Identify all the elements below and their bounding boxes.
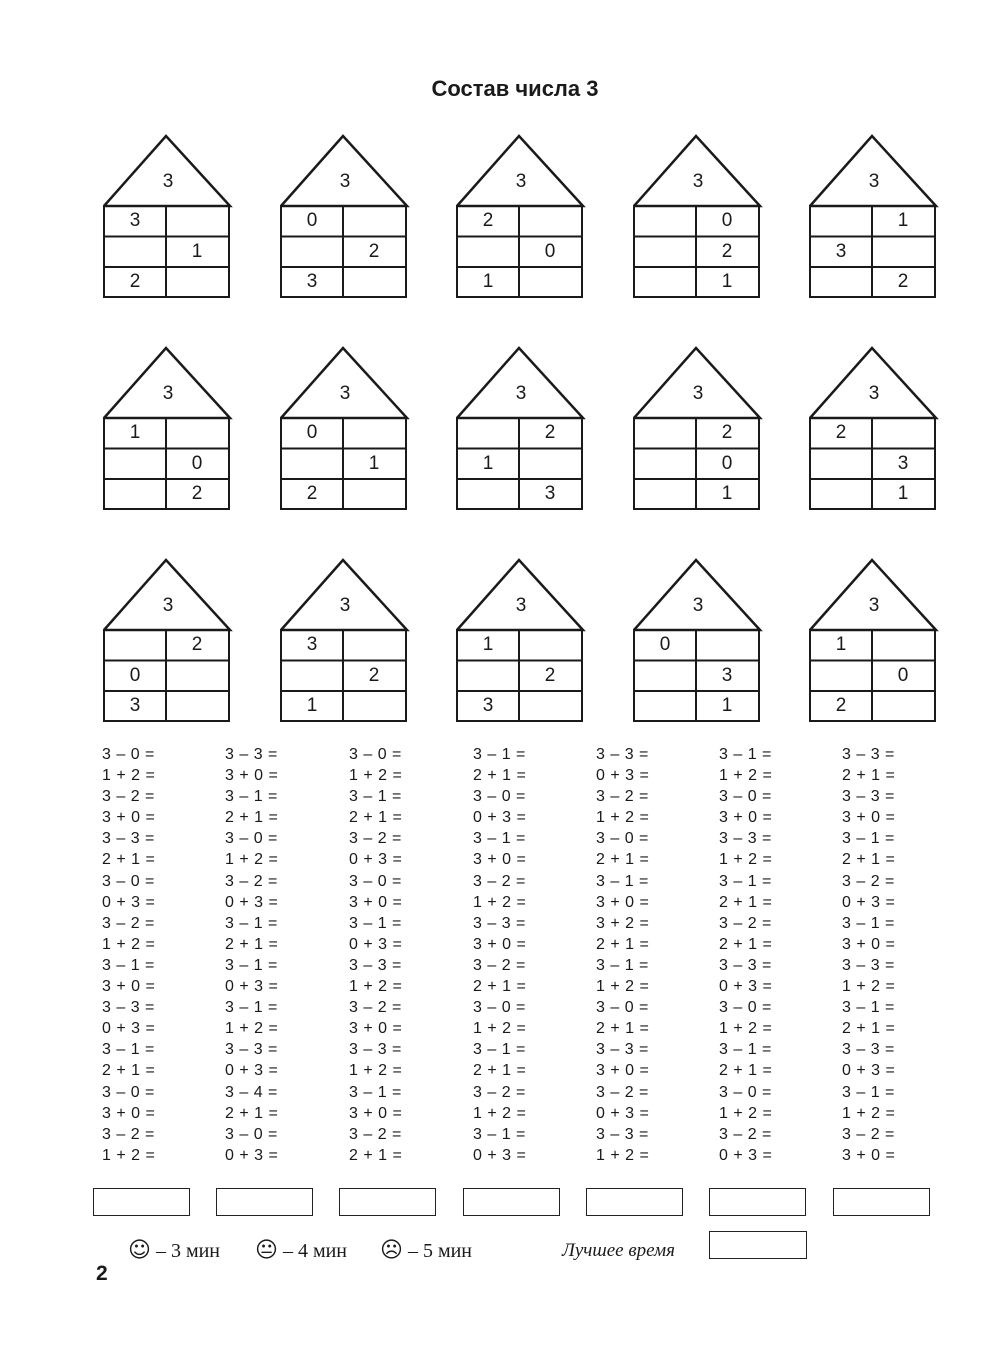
equation: 1 + 2 = [596, 809, 650, 827]
equation: 3 + 0 = [596, 1062, 650, 1080]
equation: 3 – 2 = [102, 788, 155, 806]
house-cell[interactable] [810, 267, 872, 297]
house-cell[interactable]: 1 [897, 483, 909, 504]
equation: 0 + 3 = [225, 1146, 279, 1164]
equation: 3 – 0 = [102, 872, 155, 890]
equation: 3 + 0 = [102, 1104, 156, 1122]
house-cell[interactable]: 2 [721, 422, 733, 443]
roof-number: 3 [515, 171, 527, 192]
equation: 3 – 0 = [102, 746, 155, 763]
equation: 3 – 2 = [842, 1125, 895, 1143]
equation: 1 + 2 = [473, 893, 527, 911]
house-cell[interactable]: 3 [897, 452, 909, 474]
house-cell[interactable] [872, 418, 934, 448]
number-house [280, 558, 410, 723]
equation: 1 + 2 = [596, 978, 650, 996]
house-cell[interactable]: 2 [306, 483, 318, 504]
equation: 2 + 1 = [473, 1062, 527, 1080]
equation: 3 + 0 = [719, 809, 773, 827]
page-title: Состав числа 3 [431, 76, 599, 101]
equation: 3 – 2 = [719, 914, 772, 932]
equation: 3 – 1 = [719, 872, 772, 890]
house-cell[interactable]: 1 [129, 422, 141, 443]
house-cell[interactable]: 0 [191, 452, 203, 474]
equation: 3 – 3 = [719, 956, 772, 974]
house-cell[interactable]: 3 [306, 634, 318, 655]
equation: 0 + 3 = [102, 1020, 156, 1038]
equation: 3 – 2 = [473, 872, 526, 890]
exercise-column [349, 744, 459, 1166]
number-house [103, 346, 233, 511]
equation: 3 – 1 = [473, 830, 526, 848]
equation: 3 – 2 = [842, 872, 895, 890]
equation: 1 + 2 = [225, 851, 279, 869]
equation: 2 + 1 = [842, 767, 896, 785]
equation: 3 – 3 = [842, 746, 895, 763]
house-cell[interactable] [519, 630, 581, 660]
equation: 3 + 0 = [596, 893, 650, 911]
equation: 3 + 0 = [349, 1020, 403, 1038]
legend-4-min [255, 1238, 347, 1263]
equation: 3 – 1 = [596, 956, 649, 974]
time-box[interactable] [709, 1188, 806, 1216]
equation: 3 – 1 = [473, 1041, 526, 1059]
house-cell[interactable] [166, 267, 228, 297]
equation: 0 + 3 = [596, 1104, 650, 1122]
house-cell[interactable]: 3 [721, 664, 733, 686]
house-cell[interactable] [519, 449, 581, 479]
house-cell[interactable]: 3 [482, 695, 494, 716]
equation: 3 – 0 = [225, 1125, 278, 1143]
house-cell[interactable] [634, 237, 696, 267]
roof-number: 3 [692, 383, 704, 404]
equation: 3 + 2 = [596, 914, 650, 932]
roof-number: 3 [339, 171, 351, 192]
neutral-face-icon: 😐︎ [255, 1238, 278, 1263]
equation: 0 + 3 = [473, 1146, 527, 1164]
page-number: 2 [96, 1262, 108, 1285]
equation: 1 + 2 = [842, 978, 896, 996]
house-cell[interactable] [343, 479, 405, 509]
time-box[interactable] [216, 1188, 313, 1216]
time-box[interactable] [93, 1188, 190, 1216]
equation: 0 + 3 = [596, 767, 650, 785]
equation: 2 + 1 = [719, 935, 773, 953]
legend-3-min [128, 1238, 220, 1263]
equation: 3 + 0 = [225, 767, 279, 785]
equation: 3 – 2 = [473, 956, 526, 974]
house-cell[interactable]: 2 [368, 240, 380, 262]
equation: 3 – 3 = [842, 1041, 895, 1059]
equation: 3 – 1 = [473, 1125, 526, 1143]
equation: 3 – 0 = [102, 1083, 155, 1101]
exercise-column [225, 744, 335, 1166]
equation: 0 + 3 = [842, 893, 896, 911]
house-cell[interactable] [634, 449, 696, 479]
house-cell[interactable]: 1 [721, 271, 733, 292]
house-cell[interactable] [457, 479, 519, 509]
equation: 1 + 2 = [719, 767, 773, 785]
equation: 3 – 3 = [349, 956, 402, 974]
equation: 1 + 2 = [102, 935, 156, 953]
house-cell[interactable]: 0 [306, 210, 318, 231]
equation: 3 – 1 = [349, 1083, 402, 1101]
equation: 3 – 2 = [225, 872, 278, 890]
house-cell[interactable]: 0 [544, 240, 556, 262]
house-cell[interactable] [166, 691, 228, 721]
equation: 3 – 1 = [596, 872, 649, 890]
house-cell[interactable]: 3 [129, 210, 141, 231]
equation: 2 + 1 = [842, 851, 896, 869]
number-house [633, 346, 763, 511]
legend-5-min-text: – 5 мин [407, 1240, 472, 1262]
house-cell[interactable] [281, 449, 343, 479]
house-cell[interactable] [104, 630, 166, 660]
equation: 2 + 1 = [349, 809, 403, 827]
equation: 3 – 0 = [473, 788, 526, 806]
equation: 3 – 4 = [225, 1083, 278, 1101]
house-cell[interactable] [810, 661, 872, 691]
equation: 3 – 3 = [719, 830, 772, 848]
equation: 3 – 0 = [719, 788, 772, 806]
house-cell[interactable]: 2 [191, 634, 203, 655]
equation: 3 – 0 = [596, 830, 649, 848]
equation: 3 + 0 = [473, 851, 527, 869]
equation: 2 + 1 = [842, 1020, 896, 1038]
roof-number: 3 [868, 595, 880, 616]
equation: 2 + 1 = [719, 893, 773, 911]
equation: 3 + 0 = [349, 893, 403, 911]
time-box[interactable] [833, 1188, 930, 1216]
house-cell[interactable]: 1 [368, 452, 380, 474]
equation: 0 + 3 = [473, 809, 527, 827]
exercise-column [842, 744, 952, 1166]
roof-number: 3 [339, 595, 351, 616]
equation: 2 + 1 = [596, 935, 650, 953]
equation: 2 + 1 = [596, 1020, 650, 1038]
house-cell[interactable] [104, 479, 166, 509]
equation: 3 – 1 = [842, 914, 895, 932]
legend-5-min [380, 1238, 472, 1263]
equation: 3 – 3 = [225, 746, 278, 763]
house-cell[interactable]: 2 [544, 664, 556, 686]
house-cell[interactable]: 1 [897, 210, 909, 231]
equation: 3 – 0 = [719, 999, 772, 1017]
equation: 3 – 1 = [842, 1083, 895, 1101]
equation: 1 + 2 = [719, 851, 773, 869]
equation: 3 – 0 = [719, 1083, 772, 1101]
equation: 1 + 2 = [349, 767, 403, 785]
number-house [809, 134, 939, 299]
house-cell[interactable]: 1 [306, 695, 318, 716]
equation: 2 + 1 = [473, 978, 527, 996]
equation: 3 + 0 = [842, 809, 896, 827]
house-cell[interactable] [634, 418, 696, 448]
equation: 3 – 0 = [596, 999, 649, 1017]
roof-number: 3 [868, 171, 880, 192]
time-box[interactable] [586, 1188, 683, 1216]
equation: 0 + 3 = [842, 1062, 896, 1080]
house-cell[interactable] [281, 237, 343, 267]
house-cell[interactable] [166, 206, 228, 236]
number-house [809, 558, 939, 723]
roof-number: 3 [162, 171, 174, 192]
equation: 3 + 0 = [349, 1104, 403, 1122]
house-cell[interactable] [457, 237, 519, 267]
house-cell[interactable]: 3 [544, 483, 556, 504]
equation: 2 + 1 = [102, 1062, 156, 1080]
equation: 3 – 0 = [473, 999, 526, 1017]
roof-number: 3 [868, 383, 880, 404]
equation: 0 + 3 = [225, 893, 279, 911]
equation: 3 – 1 = [102, 956, 155, 974]
equation: 3 – 2 = [349, 830, 402, 848]
equation: 1 + 2 = [719, 1104, 773, 1122]
house-cell[interactable] [104, 237, 166, 267]
equation: 2 + 1 = [102, 851, 156, 869]
equation: 0 + 3 = [349, 935, 403, 953]
house-cell[interactable] [519, 691, 581, 721]
equation: 3 – 1 = [349, 788, 402, 806]
equation: 3 + 0 = [102, 809, 156, 827]
equation: 3 – 3 = [102, 999, 155, 1017]
equation: 0 + 3 = [225, 978, 279, 996]
house-cell[interactable] [343, 418, 405, 448]
house-cell[interactable]: 2 [721, 240, 733, 262]
equation: 3 – 0 = [349, 746, 402, 763]
house-cell[interactable]: 1 [482, 634, 494, 655]
house-cell[interactable] [166, 661, 228, 691]
equation: 3 – 3 = [102, 830, 155, 848]
equation: 3 – 2 = [596, 788, 649, 806]
house-cell[interactable]: 0 [721, 452, 733, 474]
house-cell[interactable]: 1 [721, 483, 733, 504]
time-box[interactable] [339, 1188, 436, 1216]
roof-number: 3 [515, 383, 527, 404]
house-cell[interactable] [872, 630, 934, 660]
house-cell[interactable] [343, 691, 405, 721]
house-cell[interactable]: 2 [368, 664, 380, 686]
equation: 1 + 2 = [102, 767, 156, 785]
house-cell[interactable]: 1 [482, 271, 494, 292]
house-cell[interactable]: 2 [482, 210, 494, 231]
equation: 0 + 3 = [102, 893, 156, 911]
equation: 3 – 1 = [842, 830, 895, 848]
equation: 3 – 1 = [719, 746, 772, 763]
roof-number: 3 [692, 171, 704, 192]
house-cell[interactable]: 2 [835, 695, 847, 716]
roof-number: 3 [339, 383, 351, 404]
number-house [633, 134, 763, 299]
house-cell[interactable]: 1 [835, 634, 847, 655]
equation: 3 – 1 = [719, 1041, 772, 1059]
equation: 1 + 2 = [349, 978, 403, 996]
equation: 0 + 3 = [719, 978, 773, 996]
number-house [809, 346, 939, 511]
house-cell[interactable] [872, 691, 934, 721]
equation: 3 – 2 = [349, 1125, 402, 1143]
house-cell[interactable] [634, 479, 696, 509]
number-house [633, 558, 763, 723]
legend-3-min-text: – 3 мин [155, 1240, 220, 1262]
equation: 3 – 3 = [225, 1041, 278, 1059]
best-time-label: Лучшее время [562, 1240, 675, 1261]
house-cell[interactable]: 0 [306, 422, 318, 443]
equation: 3 – 1 = [473, 746, 526, 763]
equation: 2 + 1 = [473, 767, 527, 785]
equation: 3 – 0 = [349, 872, 402, 890]
equation: 1 + 2 = [596, 1146, 650, 1164]
house-cell[interactable] [519, 206, 581, 236]
legend-4-min-text: – 4 мин [282, 1240, 347, 1262]
equation: 2 + 1 = [225, 809, 279, 827]
exercise-column [102, 744, 212, 1166]
house-cell[interactable] [810, 206, 872, 236]
number-house [280, 346, 410, 511]
number-house [456, 346, 586, 511]
house-cell[interactable] [457, 418, 519, 448]
house-cell[interactable] [104, 449, 166, 479]
equation: 3 + 0 = [473, 935, 527, 953]
equation: 0 + 3 = [349, 851, 403, 869]
house-cell[interactable] [634, 661, 696, 691]
roof-number: 3 [515, 595, 527, 616]
house-cell[interactable]: 0 [659, 634, 671, 655]
house-cell[interactable] [519, 267, 581, 297]
equation: 3 – 3 = [842, 788, 895, 806]
equation: 3 – 1 = [225, 788, 278, 806]
house-cell[interactable] [343, 267, 405, 297]
equation: 3 + 0 = [842, 935, 896, 953]
equation: 3 – 3 = [842, 956, 895, 974]
roof-number: 3 [162, 595, 174, 616]
equation: 2 + 1 = [225, 1104, 279, 1122]
exercise-column [596, 744, 706, 1166]
house-cell[interactable] [343, 206, 405, 236]
house-cell[interactable]: 1 [721, 695, 733, 716]
house-cell[interactable]: 1 [191, 240, 203, 262]
house-cell[interactable]: 0 [721, 210, 733, 231]
house-cell[interactable] [281, 661, 343, 691]
house-cell[interactable] [810, 479, 872, 509]
house-cell[interactable]: 2 [129, 271, 141, 292]
house-cell[interactable] [634, 206, 696, 236]
equation: 3 – 2 = [596, 1083, 649, 1101]
equation: 3 + 0 = [102, 978, 156, 996]
house-cell[interactable] [457, 661, 519, 691]
equation: 3 – 3 = [596, 1125, 649, 1143]
roof-number: 3 [692, 595, 704, 616]
equation: 3 – 2 = [719, 1125, 772, 1143]
number-house [456, 558, 586, 723]
equation: 2 + 1 = [225, 935, 279, 953]
equation: 3 – 0 = [225, 830, 278, 848]
number-house [456, 134, 586, 299]
house-cell[interactable]: 3 [129, 695, 141, 716]
equation: 3 – 1 = [349, 914, 402, 932]
equation: 3 – 2 = [349, 999, 402, 1017]
frowning-face-icon: ☹ [380, 1238, 403, 1263]
equation: 2 + 1 = [596, 851, 650, 869]
house-cell[interactable]: 3 [306, 271, 318, 292]
equation: 1 + 2 = [719, 1020, 773, 1038]
equation: 3 – 2 = [473, 1083, 526, 1101]
house-cell[interactable]: 2 [544, 422, 556, 443]
house-cell[interactable] [634, 691, 696, 721]
equation: 2 + 1 = [349, 1146, 403, 1164]
house-cell[interactable]: 0 [897, 664, 909, 686]
house-cell[interactable]: 1 [482, 452, 494, 474]
house-cell[interactable]: 2 [835, 422, 847, 443]
house-cell[interactable] [696, 630, 758, 660]
equation: 0 + 3 = [719, 1146, 773, 1164]
house-cell[interactable] [166, 418, 228, 448]
equation: 3 – 2 = [102, 1125, 155, 1143]
equation: 3 – 3 = [473, 914, 526, 932]
best-time-box[interactable] [709, 1231, 807, 1259]
equation: 1 + 2 = [842, 1104, 896, 1122]
house-cell[interactable]: 0 [129, 664, 141, 686]
house-cell[interactable]: 2 [897, 271, 909, 292]
house-cell[interactable] [810, 449, 872, 479]
equation: 1 + 2 = [102, 1146, 156, 1164]
number-house [103, 558, 233, 723]
equation: 3 – 3 = [596, 746, 649, 763]
exercise-column [719, 744, 829, 1166]
equation: 1 + 2 = [473, 1020, 527, 1038]
equation: 1 + 2 = [225, 1020, 279, 1038]
equation: 3 – 3 = [349, 1041, 402, 1059]
equation: 1 + 2 = [473, 1104, 527, 1122]
equation: 2 + 1 = [719, 1062, 773, 1080]
house-cell[interactable] [343, 630, 405, 660]
equation: 3 – 1 = [842, 999, 895, 1017]
house-cell[interactable] [634, 267, 696, 297]
equation: 3 – 3 = [596, 1041, 649, 1059]
time-box[interactable] [463, 1188, 560, 1216]
equation: 3 – 1 = [225, 999, 278, 1017]
roof-number: 3 [162, 383, 174, 404]
equation: 3 – 1 = [225, 914, 278, 932]
number-house [103, 134, 233, 299]
equation: 3 – 1 = [102, 1041, 155, 1059]
exercise-column [473, 744, 583, 1166]
equation: 3 – 2 = [102, 914, 155, 932]
number-house [280, 134, 410, 299]
equation: 3 – 1 = [225, 956, 278, 974]
equation: 3 + 0 = [842, 1146, 896, 1164]
house-cell[interactable]: 3 [835, 240, 847, 262]
equation: 0 + 3 = [225, 1062, 279, 1080]
smiling-face-icon: ☺ [128, 1238, 151, 1263]
house-cell[interactable]: 2 [191, 483, 203, 504]
house-cell[interactable] [872, 237, 934, 267]
equation: 1 + 2 = [349, 1062, 403, 1080]
